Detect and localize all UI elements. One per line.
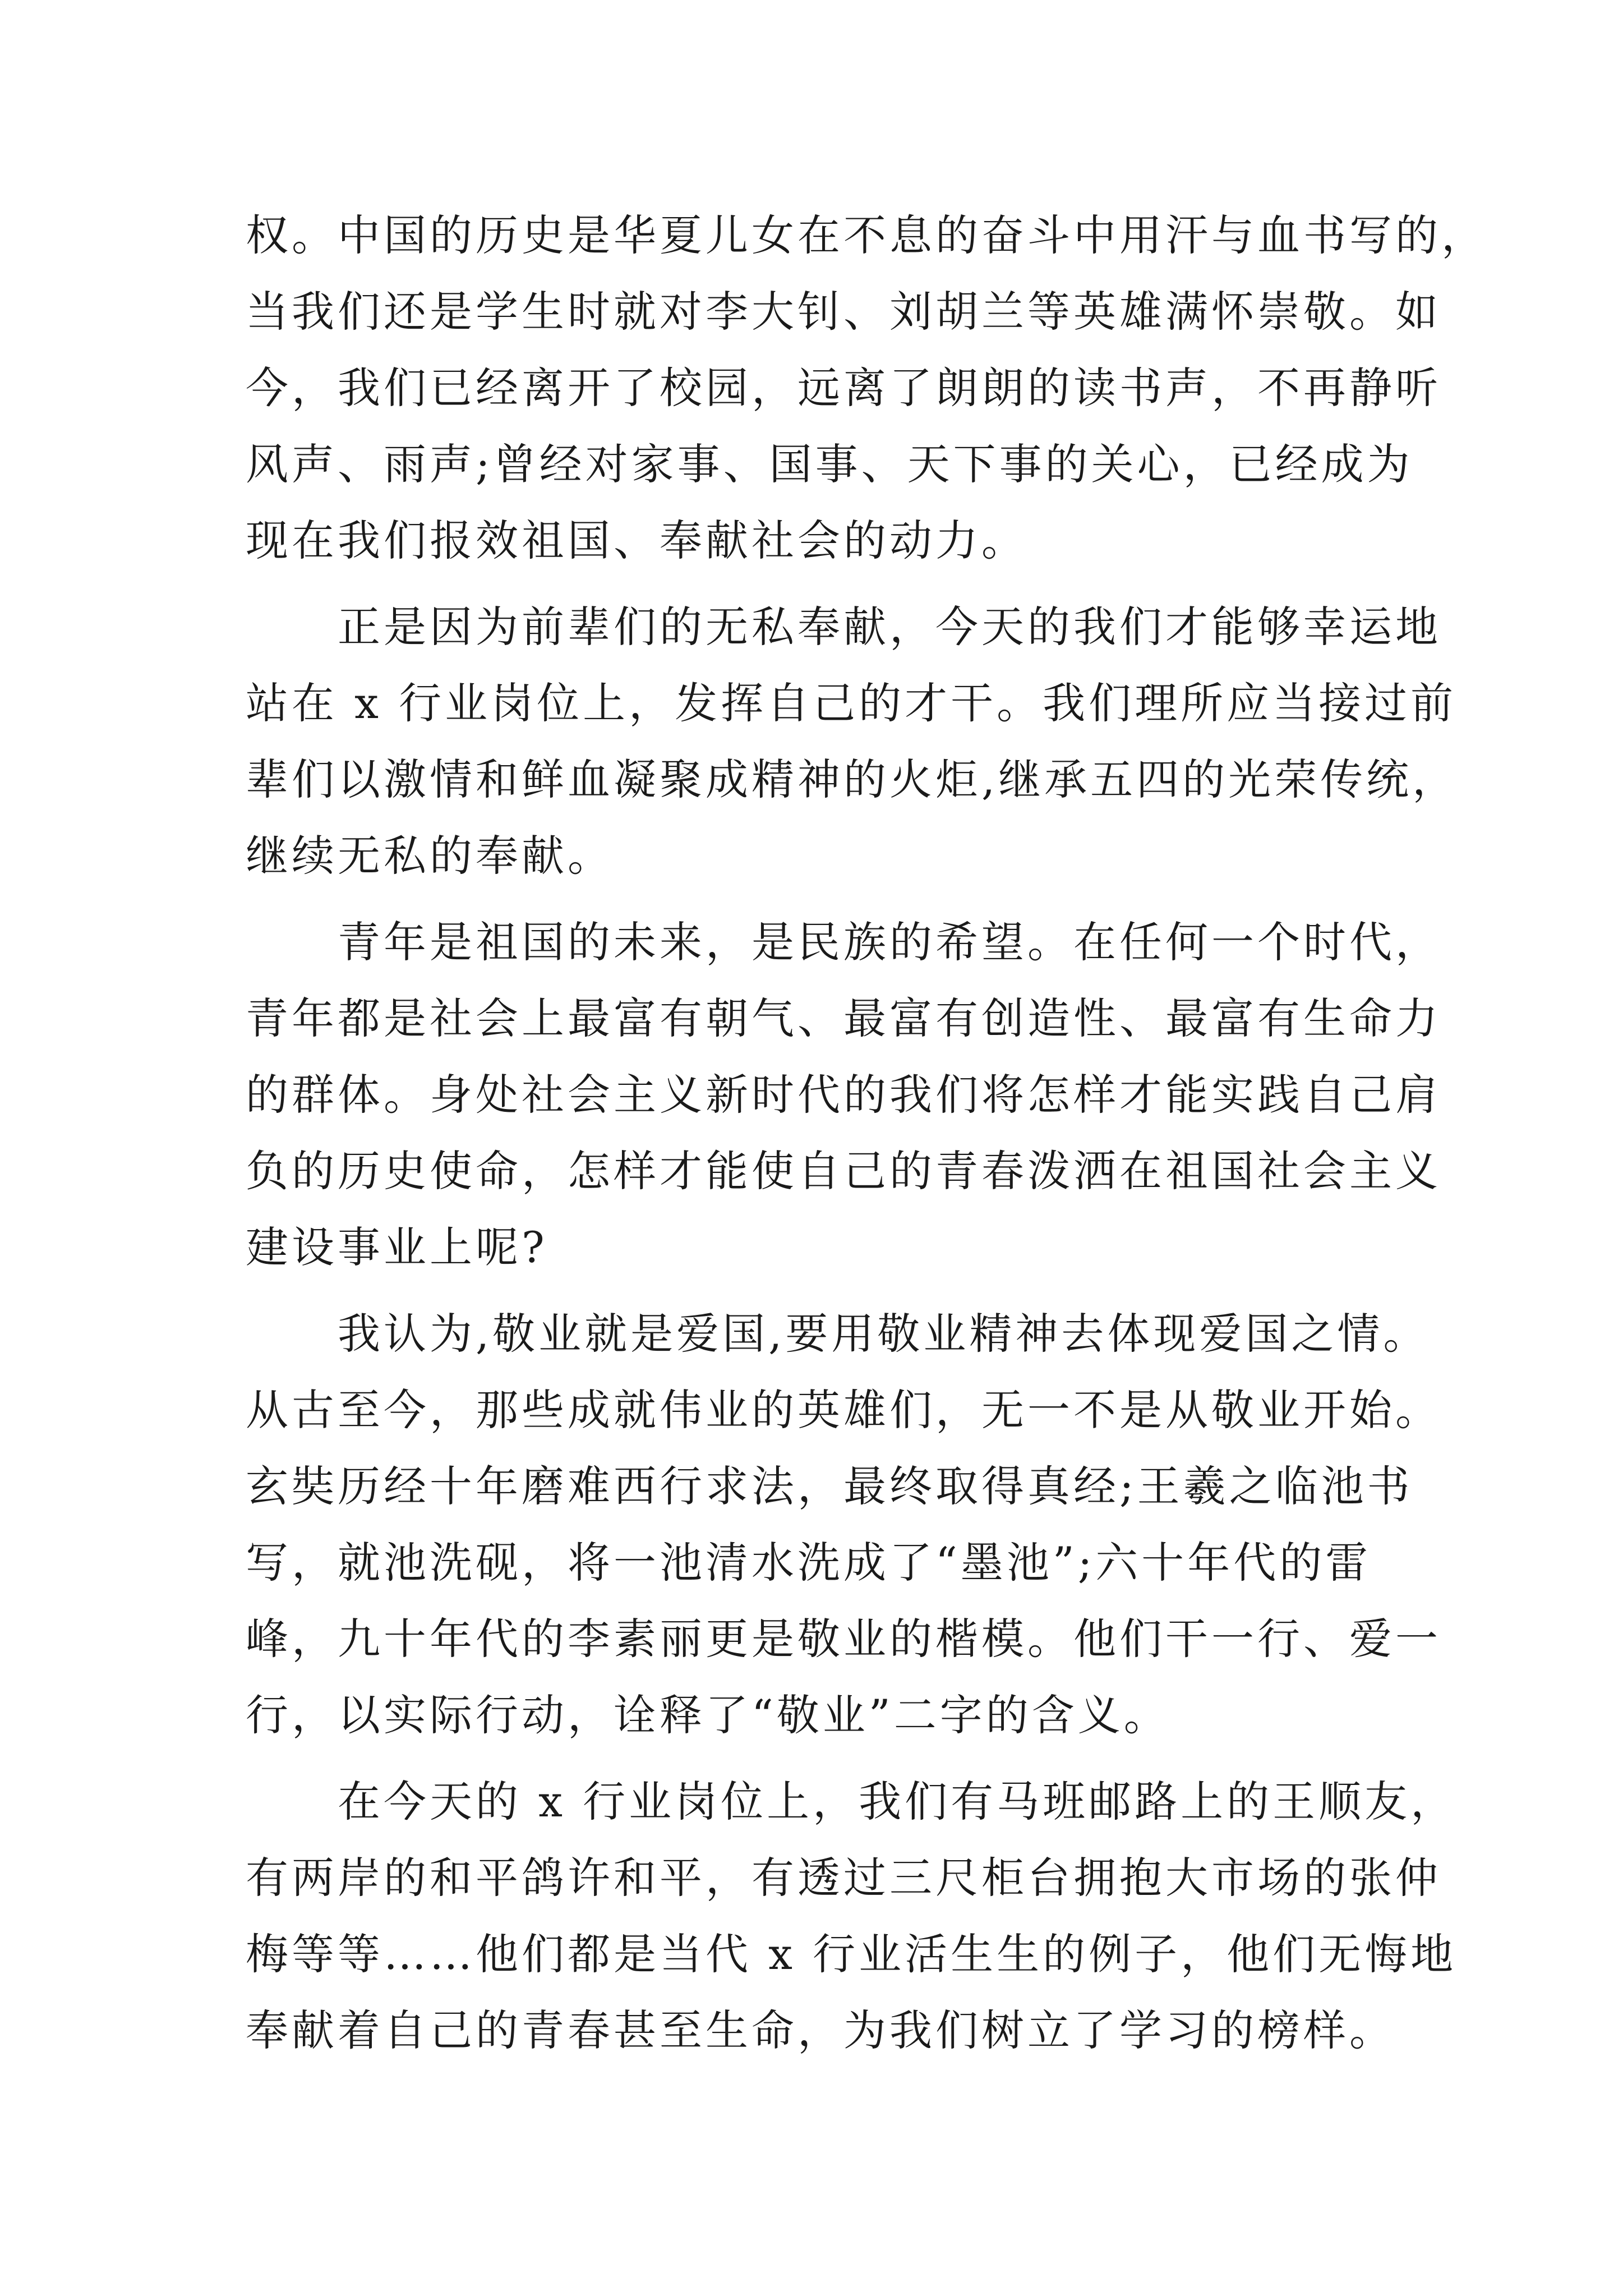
text-line: 有两岸的和平鸽许和平，有透过三尺柜台拥抱大市场的张仲 — [246, 1853, 1441, 1903]
paragraph-5 — [246, 1764, 1457, 2069]
paragraph-1 — [246, 197, 1487, 579]
text-line: 峰，九十年代的李素丽更是敬业的楷模。他们干一行、爱一 — [246, 1614, 1441, 1664]
text-line: 建设事业上呢? — [246, 1222, 548, 1272]
text-line: 正是因为前辈们的无私奉献，今天的我们才能够幸运地 — [246, 602, 1441, 652]
text-line: 行，以实际行动，诠释了“敬业”二字的含义。 — [246, 1690, 1170, 1740]
text-line: 青年是祖国的未来，是民族的希望。在任何一个时代， — [246, 917, 1441, 967]
paragraph-spacer — [246, 1754, 1423, 1764]
text-line: 继续无私的奉献。 — [246, 831, 614, 881]
text-line: 我认为,敬业就是爱国,要用敬业精神去体现爱国之情。 — [246, 1309, 1430, 1359]
paragraph-2 — [246, 589, 1459, 894]
paragraph-3 — [246, 904, 1441, 1286]
text-line: 负的历史使命，怎样才能使自己的青春泼洒在祖国社会主义 — [246, 1146, 1441, 1196]
text-line: 玄奘历经十年磨难西行求法，最终取得真经;王羲之临池书 — [246, 1461, 1413, 1511]
text-line: 权。中国的历史是华夏儿女在不息的奋斗中用汗与血书写的， — [246, 210, 1487, 260]
text-line: 的群体。身处社会主义新时代的我们将怎样才能实践自己肩 — [246, 1070, 1441, 1120]
text-line: 当我们还是学生时就对李大钊、刘胡兰等英雄满怀崇敬。如 — [246, 287, 1441, 337]
text-line: 梅等等……他们都是当代 x 行业活生生的例子，他们无悔地 — [246, 1929, 1457, 1979]
text-line: 站在 x 行业岗位上，发挥自己的才干。我们理所应当接过前 — [246, 678, 1457, 728]
body-text — [246, 197, 1487, 2069]
paragraph-4 — [246, 1296, 1441, 1754]
text-line: 在今天的 x 行业岗位上，我们有马班邮路上的王顺友， — [246, 1777, 1457, 1826]
text-line: 辈们以激情和鲜血凝聚成精神的火炬,继承五四的光荣传统， — [246, 754, 1459, 804]
paragraph-spacer — [246, 1286, 1423, 1296]
paragraph-spacer — [246, 894, 1423, 904]
paragraph-spacer — [246, 579, 1423, 589]
text-line: 写，就池洗砚，将一池清水洗成了“墨池”;六十年代的雷 — [246, 1538, 1372, 1588]
text-line: 从古至今，那些成就伟业的英雄们，无一不是从敬业开始。 — [246, 1385, 1441, 1435]
text-line: 风声、雨声;曾经对家事、国事、天下事的关心，已经成为 — [246, 439, 1413, 489]
text-line: 奉献着自己的青春甚至生命，为我们树立了学习的榜样。 — [246, 2005, 1395, 2055]
text-line: 现在我们报效祖国、奉献社会的动力。 — [246, 516, 1027, 565]
text-line: 青年都是社会上最富有朝气、最富有创造性、最富有生命力 — [246, 993, 1441, 1043]
text-line: 今，我们已经离开了校园，远离了朗朗的读书声，不再静听 — [246, 363, 1441, 413]
